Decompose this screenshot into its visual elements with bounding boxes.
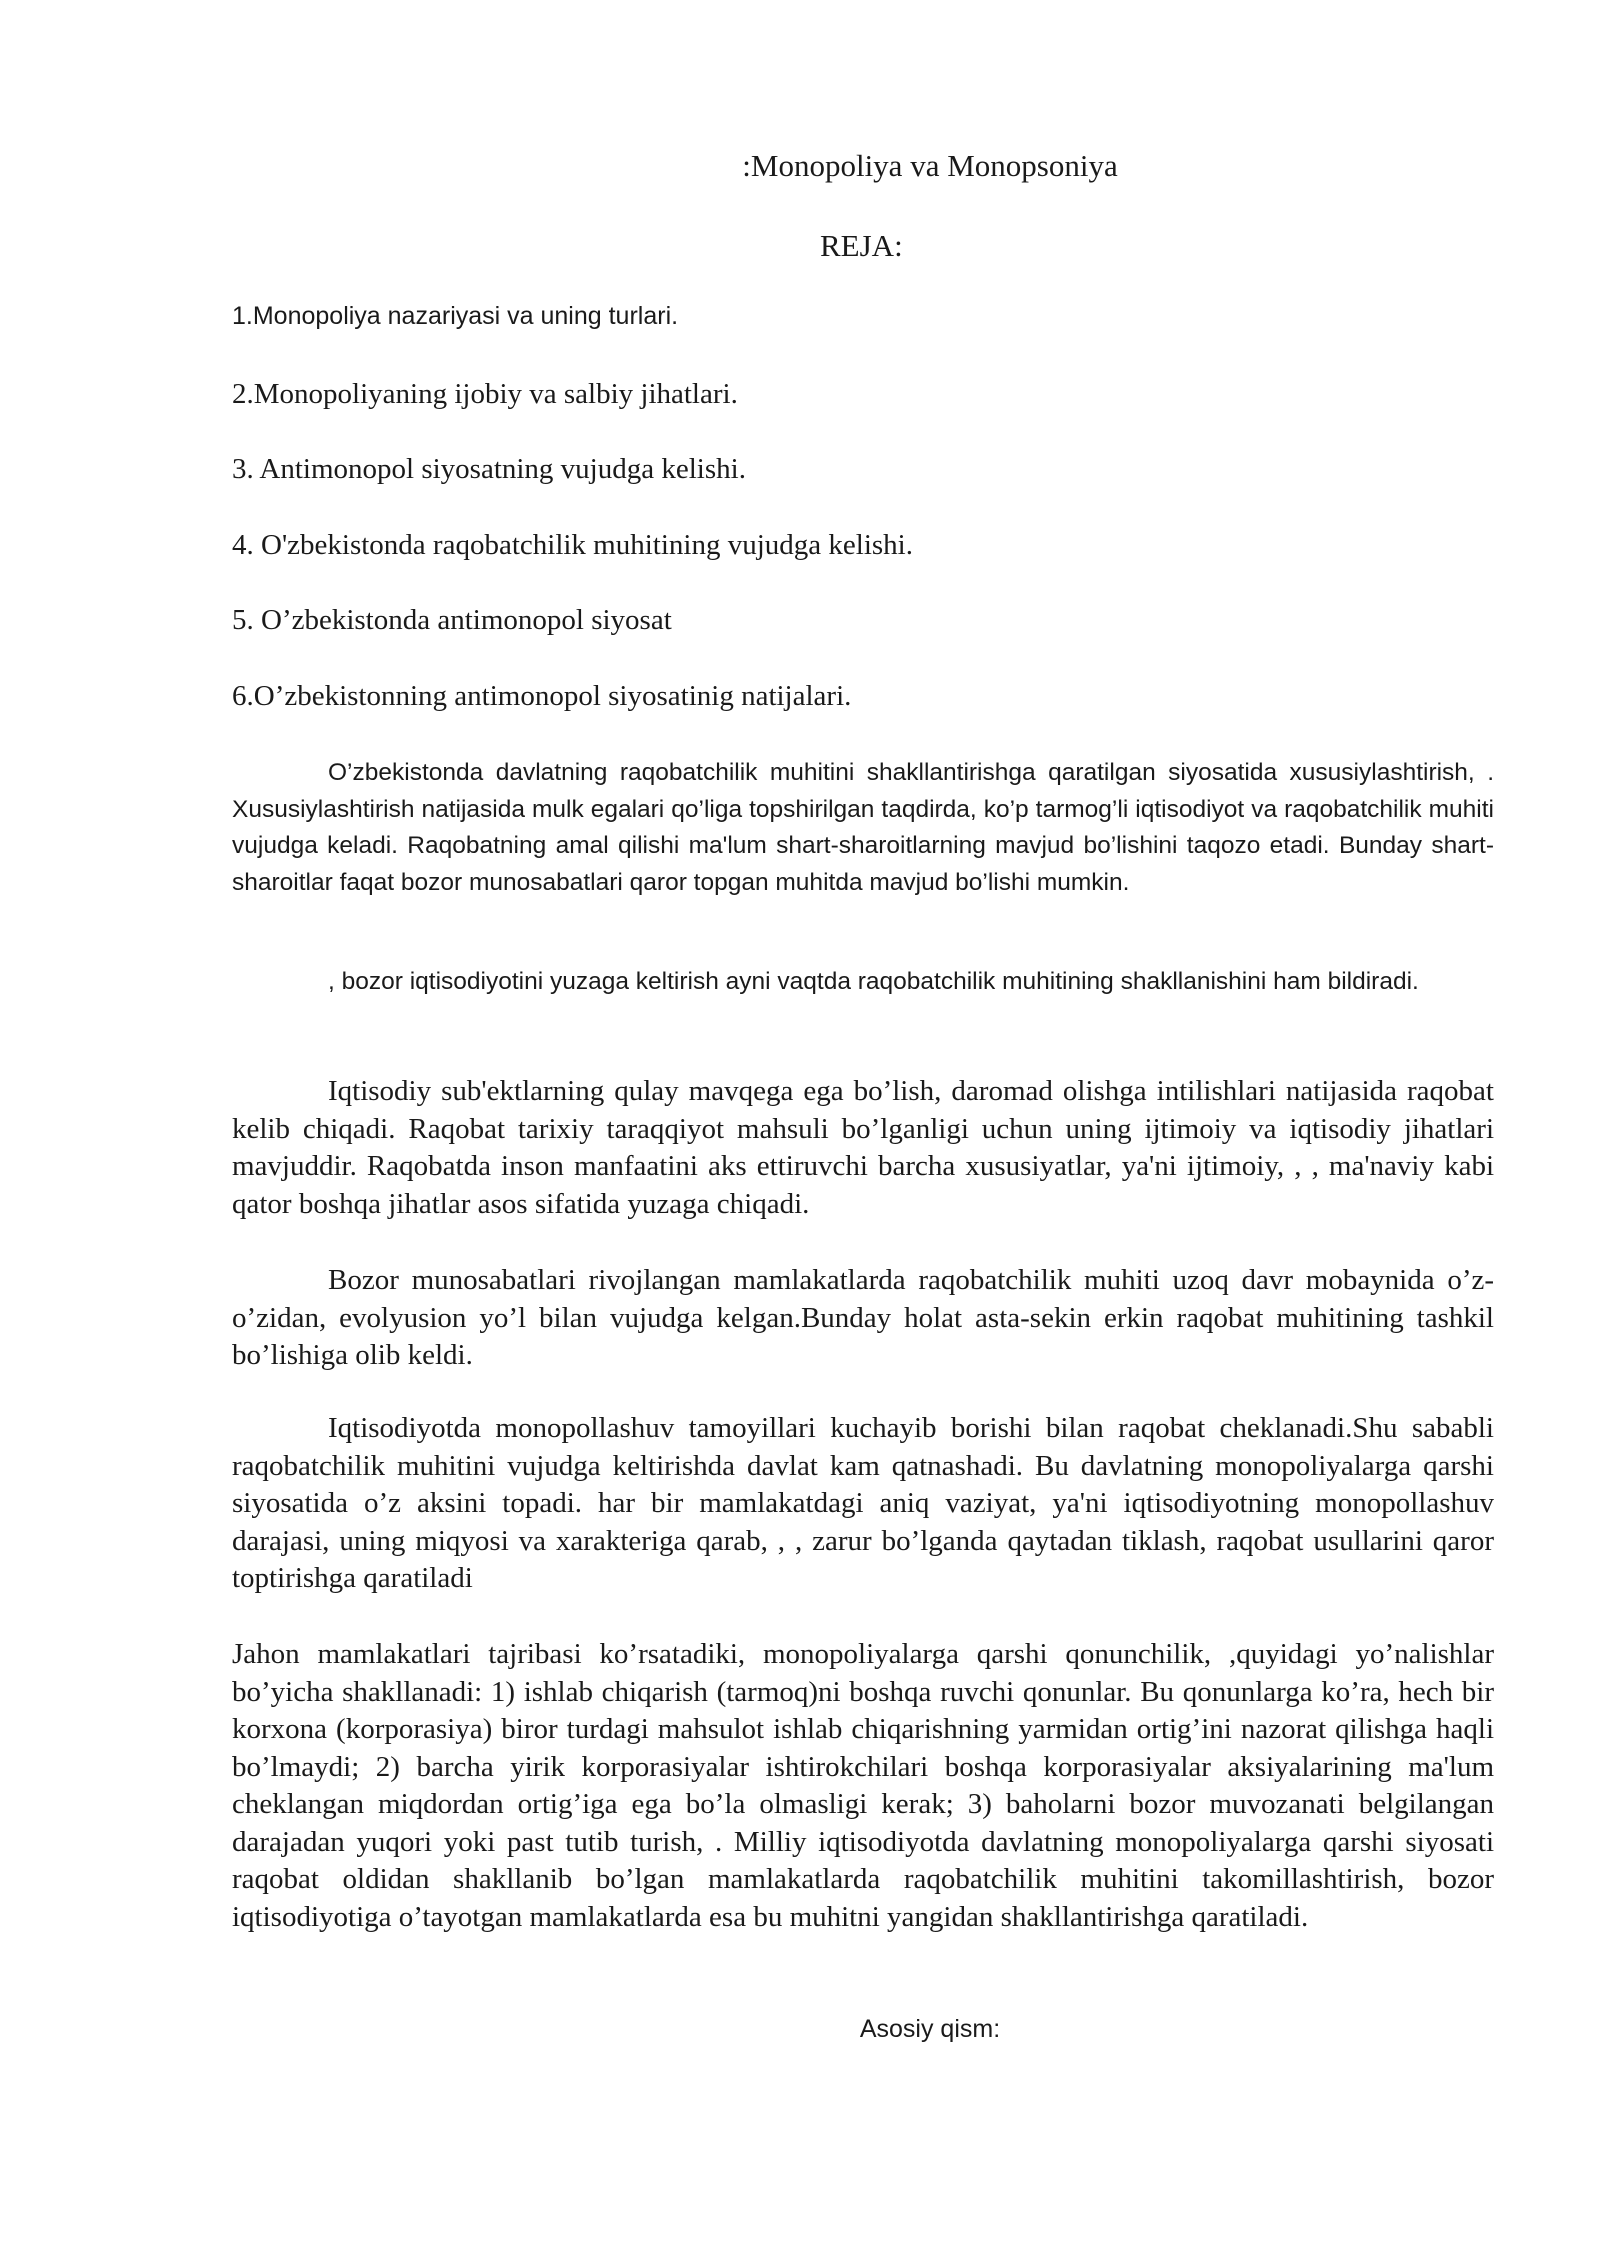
body-paragraph: Iqtisodiyotda monopollashuv tamoyillari kuchayib borishi bilan raqobat cheklanadi.Shu sababli raqobatchilik muhitini vujudga keltirishda davlat kam qatnashadi. Bu davlatning monopoliyalarga qarshi siyosatida o’z aksini topadi. har bir mamlakatdagi aniq vaziyat, ya'ni iqtisodiyotning monopollashuv darajasi, uning miqyosi va xarakteriga qarab, , , zarur bo’lganda qaytadan tiklash, raqobat usullarini qaror toptirishga qaratiladi: [232, 1412, 1494, 1594]
document-title: :Monopoliya va Monopsoniya: [742, 148, 1118, 183]
plan-item: 4. O'zbekistonda raqobatchilik muhitining vujudga kelishi.: [232, 528, 913, 561]
body-paragraph: Iqtisodiy sub'ektlarning qulay mavqega ega bo’lish, daromad olishga intilishlari natijasida raqobat kelib chiqadi. Raqobat tarixiy taraqqiyot mahsuli bo’lganligi uchun uning ijtimoiy va iqtisodiy jihatlari mavjuddir. Raqobatda inson manfaatini aks ettiruvchi barcha xususiyatlar, ya'ni ijtimoiy, , , ma'naviy kabi qator boshqa jihatlar asos sifatida yuzaga chiqadi.: [232, 1075, 1494, 1220]
plan-item: 5. O’zbekistonda antimonopol siyosat: [232, 604, 672, 636]
plan-list: [232, 302, 1492, 755]
plan-heading: REJA:: [820, 228, 903, 263]
body-paragraph: Jahon mamlakatlari tajribasi ko’rsatadiki, monopoliyalarga qarshi qonunchilik, ,quyidagi yo’nalishlar bo’yicha shakllanadi: 1) ishlab chiqarish (tarmoq)ni boshqa ruvchi qonunlar. Bu qonunlarga ko’ra, hech bir korxona (korporasiya) biror turdagi mahsulot ishlab chiqarishning yarmidan ortig’ini nazorat qilishga haqli bo’lmaydi; 2) barcha yirik korporasiyalar ishtirokchilari boshqa korporasiyalar aksiyalarining ma'lum cheklangan miqdordan ortig’iga ega bo’la olmasligi kerak; 3) baholarni bozor muvozanati belgilangan darajadan yuqori yoki past tutib turish, . Milliy iqtisodiyotda davlatning monopoliyalarga qarshi siyosati raqobat oldidan shakllanib bo’lgan mamlakatlarda raqobatchilik muhitini takomillashtirish, bozor iqtisodiyotiga o’tayotgan mamlakatlarda esa bu muhitni yangidan shakllantirishga qaratiladi.: [232, 1638, 1494, 1933]
plan-item: 3. Antimonopol siyosatning vujudga kelishi.: [232, 453, 746, 485]
plan-item: 2.Monopoliyaning ijobiy va salbiy jihatlari.: [232, 377, 738, 410]
plan-item: 6.O’zbekistonning antimonopol siyosatinig natijalari.: [232, 679, 852, 712]
body-paragraph: O’zbekistonda davlatning raqobatchilik muhitini shakllantirishga qaratilgan siyosatida xususiylashtirish, . Xususiylashtirish natijasida mulk egalari qo’liga topshirilgan taqdirda, ko’p tarmog’li iqtisodiyot va raqobatchilik muhiti vujudga keladi. Raqobatning amal qilishi ma'lum shart-sharoitlarning mavjud bo’lishini taqozo etadi. Bunday shart-sharoitlar faqat bozor munosabatlari qaror topgan muhitda mavjud bo’lishi mumkin.: [232, 759, 1494, 896]
body-paragraph: , bozor iqtisodiyotini yuzaga keltirish ayni vaqtda raqobatchilik muhitining shakllanishini ham bildiradi.: [328, 968, 1419, 995]
plan-item: 1.Monopoliya nazariyasi va uning turlari.: [232, 302, 679, 330]
section-heading: Asosiy qism:: [859, 2015, 1001, 2043]
body-paragraph: Bozor munosabatlari rivojlangan mamlakatlarda raqobatchilik muhiti uzoq davr mobaynida o’z-o’zidan, evolyusion yo’l bilan vujudga kelgan.Bunday holat asta-sekin erkin raqobat muhitining tashkil bo’lishiga olib keldi.: [232, 1264, 1494, 1371]
